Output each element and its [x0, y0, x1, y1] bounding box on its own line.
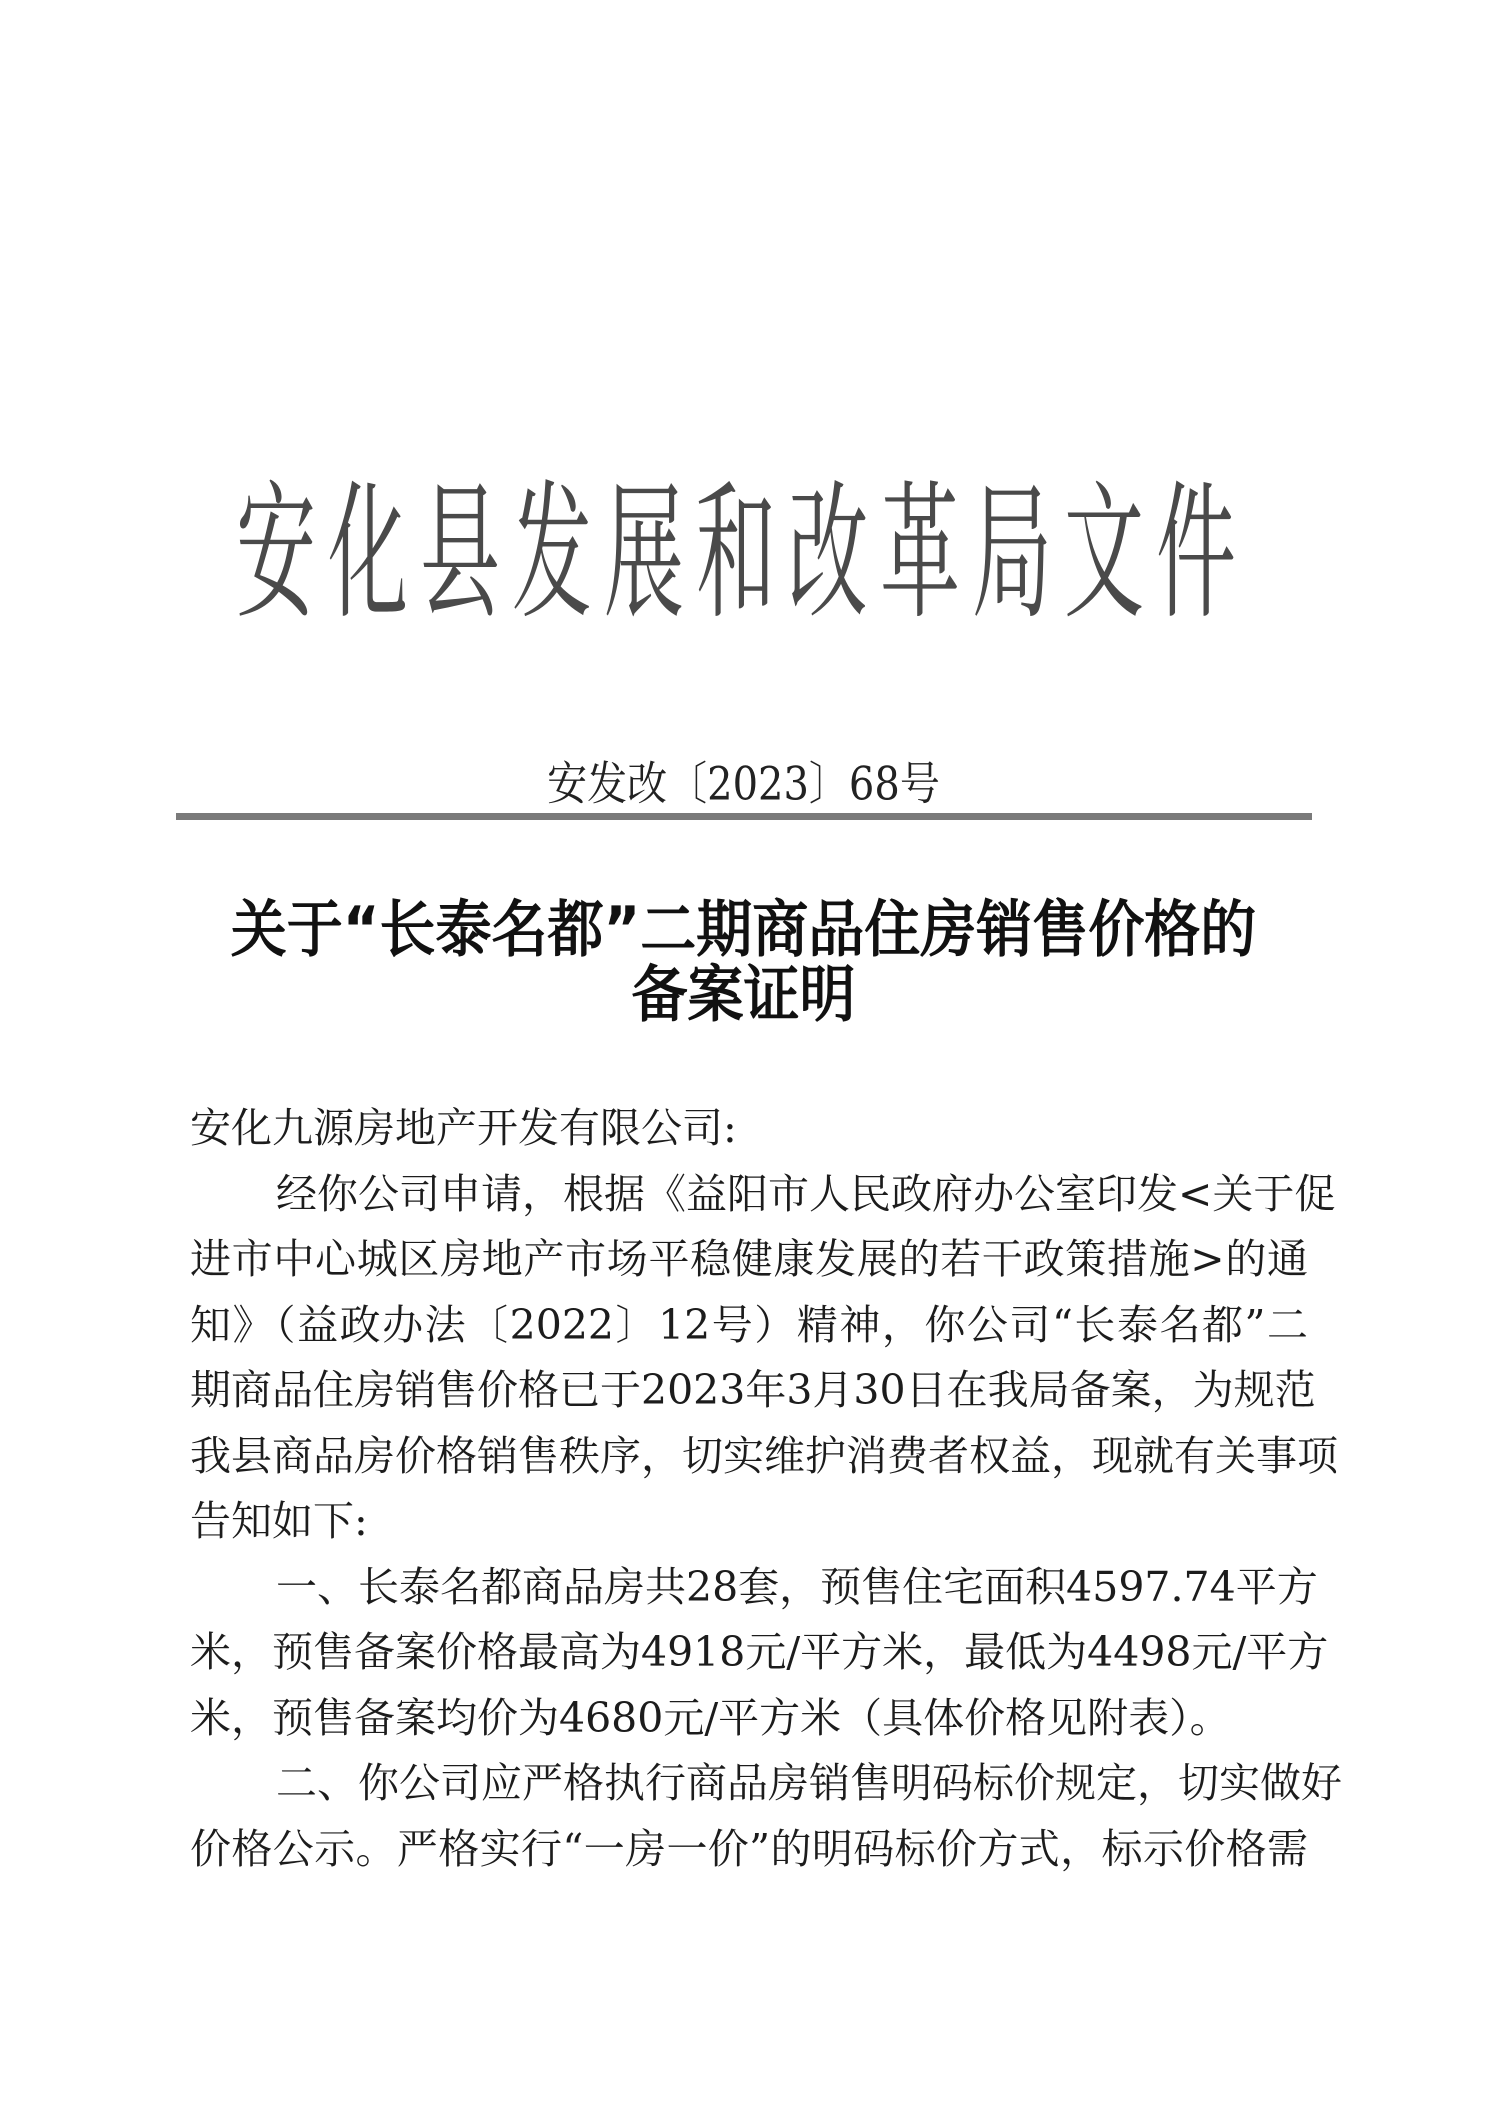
body-line: 米，预售备案均价为4680元/平方米（具体价格见附表）。 — [190, 1693, 1231, 1742]
issuer-header — [236, 455, 1236, 639]
issuer-title-char: 展 — [604, 466, 684, 639]
issuer-title-char: 发 — [512, 466, 592, 639]
body-line: 经你公司申请，根据《益阳市人民政府办公室印发<关于促 — [276, 1169, 1336, 1218]
issuer-title-char: 局 — [972, 466, 1052, 639]
body-line: 我县商品房价格销售秩序，切实维护消费者权益，现就有关事项 — [190, 1431, 1338, 1480]
issuer-title-char: 安 — [236, 466, 316, 639]
issuer-title-char: 和 — [696, 466, 776, 639]
body-line: 告知如下: — [190, 1497, 368, 1545]
document-body — [190, 1096, 1342, 1882]
document-title-line2: 备案证明 — [631, 959, 856, 1031]
issuer-title-char: 改 — [788, 466, 868, 639]
issuer-title-char: 件 — [1156, 466, 1236, 639]
header-divider — [176, 813, 1312, 820]
issuer-title-char: 革 — [880, 466, 960, 639]
document-number: 安发改〔2023〕68号 — [547, 758, 940, 811]
document-title-line1: 关于“长泰名都”二期商品住房销售价格的 — [230, 894, 1257, 966]
addressee: 安化九源房地产开发有限公司: — [190, 1104, 737, 1152]
issuer-title-char: 文 — [1064, 466, 1144, 639]
body-line: 知》（益政办法〔2022〕12号）精神，你公司“长泰名都”二 — [190, 1300, 1308, 1349]
body-line: 二、你公司应严格执行商品房销售明码标价规定，切实做好 — [276, 1759, 1342, 1807]
body-line: 价格公示。严格实行“一房一价”的明码标价方式，标示价格需 — [190, 1824, 1308, 1873]
body-line: 进市中心城区房地产市场平稳健康发展的若干政策措施>的通 — [190, 1235, 1308, 1283]
body-line: 期商品住房销售价格已于2023年3月30日在我局备案，为规范 — [190, 1366, 1316, 1414]
issuer-title-char: 县 — [420, 466, 500, 639]
body-line: 一、长泰名都商品房共28套，预售住宅面积4597.74平方 — [276, 1562, 1318, 1611]
issuer-title-char: 化 — [328, 466, 408, 639]
body-line: 米，预售备案价格最高为4918元/平方米，最低为4498元/平方 — [190, 1628, 1329, 1676]
